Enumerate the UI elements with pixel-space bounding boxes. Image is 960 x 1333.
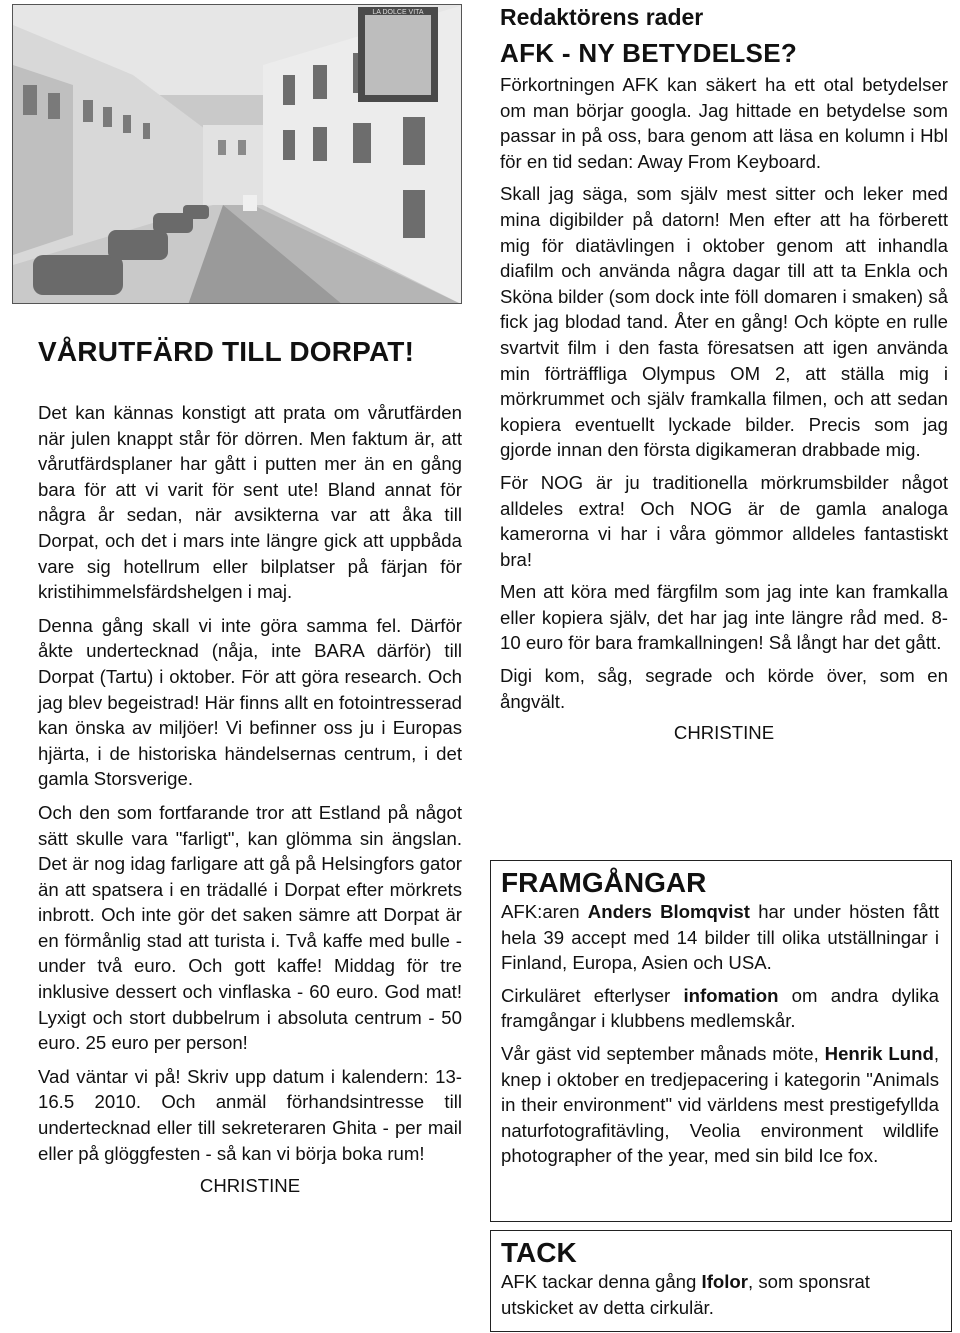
street-photo-graphic xyxy=(13,5,462,304)
framgangar-paragraph-2 xyxy=(501,983,939,1034)
left-paragraph-2: Denna gång skall vi inte göra samma fel. Därför åkte undertecknad (nåja, inte BARA därför) till Dorpat (Tartu) i oktober. För att göra research. Och jag blev begeistrad! Här finns allt en fotointresserad kan önska av miljöer! Vi befinner oss ju i Europas hjärta, i de historiska händelsernas centrum, i det gamla Storsverige. xyxy=(38,614,462,790)
text-span: , knep i oktober en tredjepacering i kategorin "Animals in their environment" vid världens mest prestigefyllda naturfotografitävling, Veolia environment wildlife photographer of the year, med sin bild Ice fox. xyxy=(501,1042,939,1167)
right-signature: CHRISTINE xyxy=(673,722,775,744)
street-photo xyxy=(12,4,462,304)
right-paragraph-3: För NOG är ju traditionella mörkrumsbilder något alldeles extra! Och NOG är de gamla analoga kamerorna vi har i våra gömmor alldeles fantastiskt bra! xyxy=(500,471,948,570)
text-span: , som sponsrat utskicket av detta cirkulär. xyxy=(501,1271,870,1318)
text-span: Vår gäst vid september månads möte, xyxy=(501,1042,825,1064)
left-paragraph-1: Det kan kännas konstigt att prata om vårutfärden när julen knappt står för dörren. Men faktum är, att vårutfärdsplaner har gått i putten mer än en gång bara för att vi varit för sent ute! Bland annat för några år sedan, när avsikterna var att åka till Dorpat, och det i mars inte längre gick att uppbåda vare sig hotellrum eller bilplatser på färjan för kristihimmelsfärdshelgen i maj. xyxy=(38,402,462,603)
left-paragraph-4: Vad väntar vi på! Skriv upp datum i kalendern: 13-16.5 2010. Och anmäl förhandsintresse till undertecknad eller till sekreteraren Ghita - per mail eller på glöggfesten - så kan vi börja boka rum! xyxy=(38,1065,462,1164)
sponsor-name-bold: Ifolor xyxy=(701,1271,749,1292)
text-span: har under hösten fått hela 39 accept med 14 bilder till olika utställningar i Finland, Europa, Asien och USA. xyxy=(501,901,939,974)
member-name-bold: Anders Blomqvist xyxy=(587,901,750,922)
left-article-body xyxy=(38,400,462,1198)
article-title-afk: AFK - NY BETYDELSE? xyxy=(500,38,798,68)
right-paragraph-2: Skall jag säga, som själv mest sitter och leker med mina digibilder på datorn! Men efter att ha förberett mig för diatävlingen i oktober genom att inhandla diafilm och använda några dagar till att ta Enkla och Sköna bilder (som dock inte föll domaren i smaken) så fick jag blodad tand. Åter en gång! Och köpte en rulle svartvit film i den fasta föresatsen att igen använda min förträffliga Olympus OM 2, att ställa mig i mörkrummet och själv framkalla filmen, och att sedan kopiera eventuellt lyckade bilder. Precis som jag gjorde innan den första digikameran drabbade mig. xyxy=(500,183,948,461)
tack-title: TACK xyxy=(501,1237,577,1268)
left-signature: CHRISTINE xyxy=(199,1175,301,1197)
tack-box xyxy=(490,1230,952,1332)
framgangar-title: FRAMGÅNGAR xyxy=(501,867,707,898)
text-span: Cirkuläret efterlyser xyxy=(501,984,684,1006)
framgangar-paragraph-3 xyxy=(501,1041,939,1169)
framgangar-box xyxy=(490,860,952,1222)
sign-text: LA DOLCE VITA xyxy=(372,9,424,16)
bold-word: infomation xyxy=(683,984,779,1006)
section-heading: Redaktörens rader xyxy=(500,4,704,30)
left-paragraph-3: Och den som fortfarande tror att Estland på något sätt skulle vara "farligt", kan glömma sin ängslan. Det är nog idag farligare att gå på Helsingfors gator än att spatsera i en trädallé i Dorpat efter mörkrets inbrott. Och inte gör det saken sämre att Dorpat är en förmånlig stad att turista i. Två kaffe med bulle - under två euro. Och gott kaffe! Middag för tre inklusive dessert och vinflaska - 60 euro. God mat! Lyxigt och stort dubbelrum i absoluta centrum - 50 euro. 25 euro per person! xyxy=(38,801,462,1054)
right-paragraph-1: Förkortningen AFK kan säkert ha ett otal betydelser om man börjar googla. Jag hittade en betydelse som passar in på oss, bara genom att läsa en kolumn i Hbl för en tid sedan: Away From Keyboard. xyxy=(500,74,948,172)
text-span: AFK tackar denna gång xyxy=(501,1271,702,1292)
framgangar-paragraph-1 xyxy=(501,899,939,976)
article-title-varutfard: VÅRUTFÄRD TILL DORPAT! xyxy=(38,336,415,367)
text-span: AFK:aren xyxy=(501,901,588,922)
text-span: om andra dylika framgångar i klubbens medlemskår. xyxy=(501,984,940,1032)
right-paragraph-4: Men att köra med färgfilm som jag inte kan framkalla eller kopiera själv, det har jag inte längre råd med. 8-10 euro för bara framkallningen! Så långt har det gått. xyxy=(500,581,948,654)
guest-name-bold: Henrik Lund xyxy=(824,1042,934,1064)
right-paragraph-5: Digi kom, såg, segrade och körde över, som en ångvält. xyxy=(500,665,948,712)
right-article-body xyxy=(500,72,948,745)
tack-paragraph xyxy=(501,1269,939,1320)
